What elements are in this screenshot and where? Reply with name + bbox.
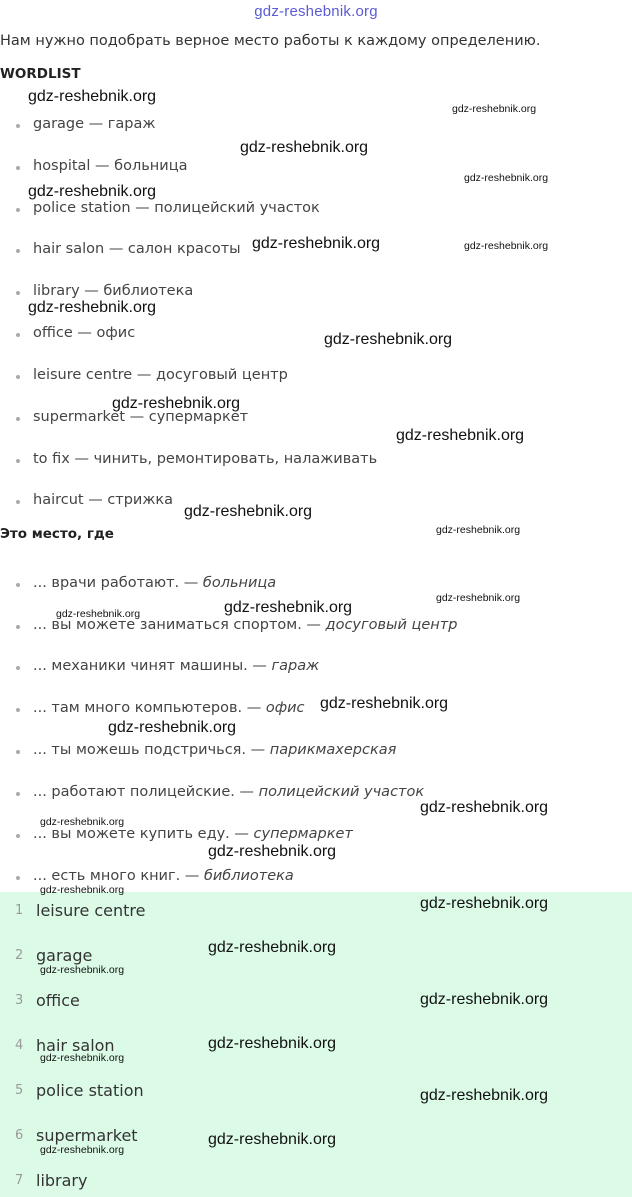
watermark: gdz-reshebnik.org (28, 183, 157, 200)
watermark: gdz-reshebnik.org (252, 235, 381, 252)
bullet-icon (16, 834, 20, 838)
bullet-icon (16, 375, 20, 379)
bullet-icon (16, 625, 20, 629)
answer-text: супермаркет (253, 826, 353, 842)
answer-text: библиотека (203, 868, 294, 884)
answers-panel: 1 leisure centre 2 garage 3 office 4 hair salon 5 police station 6 supermarket 7 library (0, 892, 632, 1197)
header-watermark: gdz-reshebnik.org (254, 3, 378, 20)
answer-text: больница (202, 575, 277, 591)
answer-text: гараж (271, 658, 320, 674)
bullet-icon (16, 500, 20, 504)
watermark: gdz-reshebnik.org (40, 884, 125, 896)
watermark: gdz-reshebnik.org (324, 331, 453, 348)
bullet-icon (16, 876, 20, 880)
watermark: gdz-reshebnik.org (108, 719, 237, 736)
wordlist-heading: WORDLIST (0, 66, 81, 82)
watermark: gdz-reshebnik.org (420, 1087, 549, 1104)
watermark: gdz-reshebnik.org (436, 524, 521, 536)
watermark: gdz-reshebnik.org (208, 939, 337, 956)
bullet-icon (16, 166, 20, 170)
bullet-icon (16, 124, 20, 128)
watermark: gdz-reshebnik.org (240, 139, 369, 156)
bullet-icon (16, 333, 20, 337)
watermark: gdz-reshebnik.org (396, 427, 525, 444)
watermark: gdz-reshebnik.org (40, 816, 125, 828)
watermark: gdz-reshebnik.org (112, 395, 241, 412)
watermark: gdz-reshebnik.org (320, 695, 449, 712)
bullet-icon (16, 291, 20, 295)
bullet-icon (16, 417, 20, 421)
watermark: gdz-reshebnik.org (420, 991, 549, 1008)
watermark: gdz-reshebnik.org (464, 240, 549, 252)
bullet-icon (16, 792, 20, 796)
watermark: gdz-reshebnik.org (224, 599, 353, 616)
watermark: gdz-reshebnik.org (452, 103, 537, 115)
watermark: gdz-reshebnik.org (420, 895, 549, 912)
watermark: gdz-reshebnik.org (40, 1052, 125, 1064)
intro-text: Нам нужно подобрать верное место работы к каждому определению. (0, 33, 541, 49)
answer-text: офис (265, 700, 305, 716)
watermark: gdz-reshebnik.org (184, 503, 313, 520)
watermark: gdz-reshebnik.org (56, 608, 141, 620)
watermark: gdz-reshebnik.org (40, 1144, 125, 1156)
watermark: gdz-reshebnik.org (420, 799, 549, 816)
watermark: gdz-reshebnik.org (208, 1035, 337, 1052)
bullet-icon (16, 708, 20, 712)
watermark: gdz-reshebnik.org (40, 964, 125, 976)
bullet-icon (16, 666, 20, 670)
watermark: gdz-reshebnik.org (28, 88, 157, 105)
bullet-icon (16, 583, 20, 587)
answer-text: полицейский участок (258, 784, 425, 800)
bullet-icon (16, 249, 20, 253)
watermark: gdz-reshebnik.org (464, 172, 549, 184)
watermark: gdz-reshebnik.org (208, 843, 337, 860)
definitions-heading: Это место, где (0, 526, 114, 542)
bullet-icon (16, 459, 20, 463)
answer-text: досуговый центр (325, 617, 458, 633)
bullet-icon (16, 750, 20, 754)
watermark: gdz-reshebnik.org (208, 1131, 337, 1148)
bullet-icon (16, 208, 20, 212)
watermark: gdz-reshebnik.org (28, 299, 157, 316)
watermark: gdz-reshebnik.org (436, 592, 521, 604)
answer-text: парикмахерская (269, 742, 397, 758)
